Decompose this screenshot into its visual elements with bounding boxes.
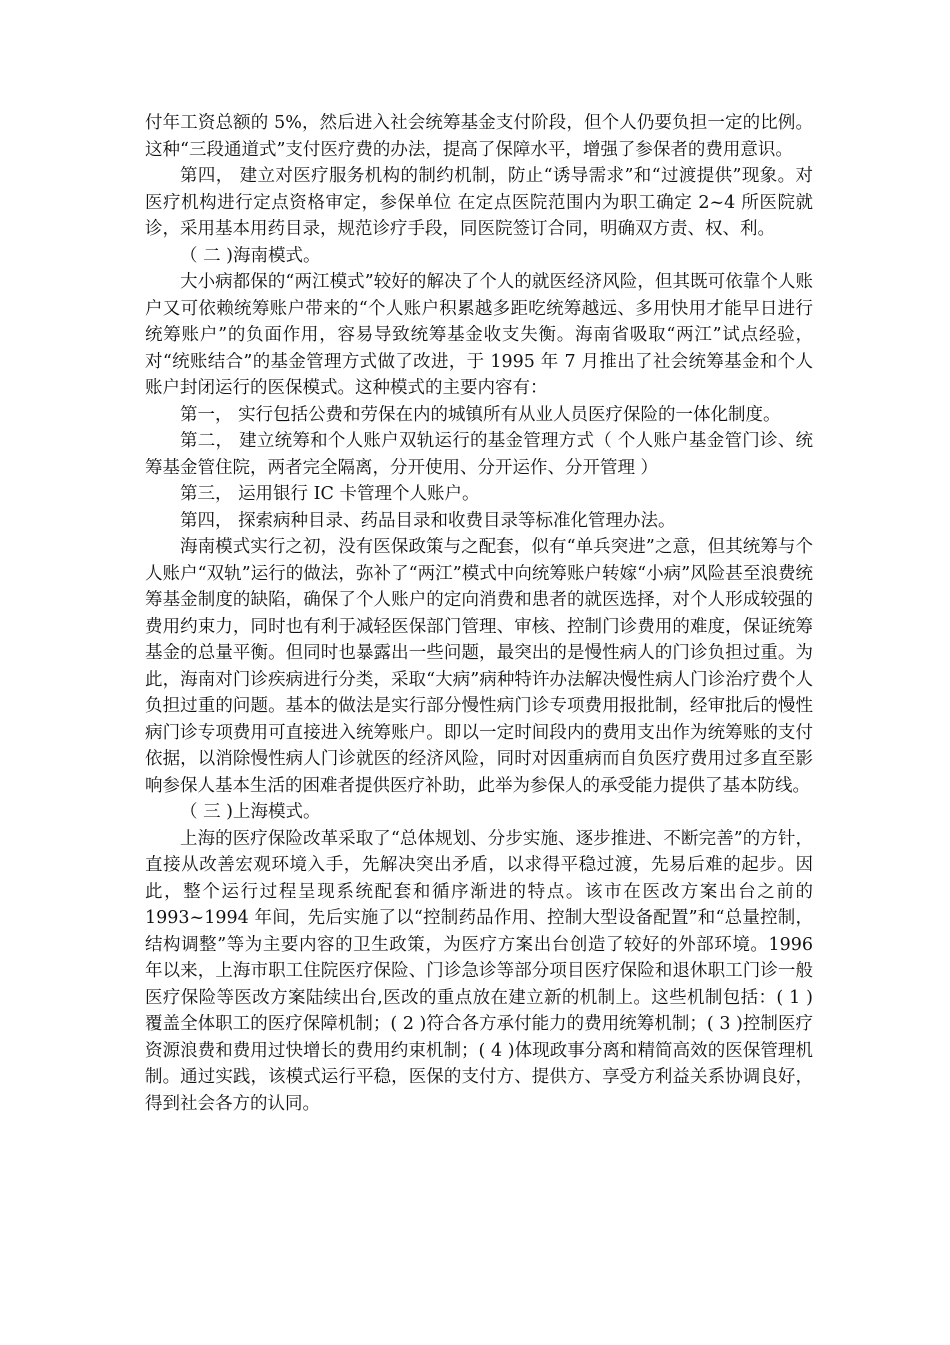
paragraph-point-four: 第四， 建立对医疗服务机构的制约机制，防止“诱导需求”和“过渡提供”现象。对医疗机构进行定点资格审定，参保单位 在定点医院范围内为职工确定 2~4 所医院就诊，采用基本用药目录，规范诊疗手段，同医院签订合同，明确双方责、权、利。 bbox=[145, 166, 813, 239]
section-heading-shanghai: （ 三 )上海模式。 bbox=[180, 802, 321, 822]
section-heading-hainan: （ 二 )海南模式。 bbox=[180, 245, 321, 266]
paragraph-hainan-point-two: 第二， 建立统筹和个人账户双轨运行的基金管理方式（ 个人账户基金管门诊、统筹基金管住院，两者完全隔离，分开使用、分开运作、分开管理 ） bbox=[145, 431, 813, 478]
paragraph-shanghai: 上海的医疗保险改革采取了“总体规划、分步实施、逐步推进、不断完善”的方针，直接从改善宏观环境入手，先解决突出矛盾，以求得平稳过渡，先易后难的起步。因此，整个运行过程呈现系统配套和循序渐进的特点。该市在医改方案出台之前的 1993~1994 年间，先后实施了以“控制药品作用、控制大型设备配置”和“总量控制，结构调整”等为主要内容的卫生政策，为医疗方案出台创造了较好的外部环境。1996 年以来，上海市职工住院医疗保险、门诊急诊等部分项目医疗保险和退休职工门诊一般医疗保险等医改方案陆续出台,医改的重点放在建立新的机制上。这些机制包括：( 1 )覆盖全体职工的医疗保障机制；( 2 )符合各方承付能力的费用统筹机制；( 3 )控制医疗资源浪费和费用过快增长的费用约束机制；( 4 )体现政事分离和精简高效的医保管理机制。通过实践，该模式运行平稳，医保的支付方、提供方、享受方利益关系协调良好，得到社会各方的认同。 bbox=[145, 828, 813, 1114]
paragraph-continuation: 付年工资总额的 5%，然后进入社会统筹基金支付阶段，但个人仍要负担一定的比例。这种“三段通道式”支付医疗费的办法，提高了保障水平，增强了参保者的费用意识。 bbox=[145, 113, 813, 160]
paragraph-hainan-point-three: 第三， 运用银行 IC 卡管理个人账户。 bbox=[180, 484, 480, 504]
paragraph-hainan-intro: 大小病都保的“两江模式”较好的解决了个人的就医经济风险，但其既可依靠个人账户又可依赖统筹账户带来的“个人账户积累越多距吃统筹越远、多用快用才能早日进行统筹账户”的负面作用，容易导致统筹基金收支失衡。海南省吸取“两江”试点经验，对“统账结合”的基金管理方式做了改进，于 1995 年 7 月推出了社会统筹基金和个人账户封闭运行的医保模式。这种模式的主要内容有： bbox=[145, 272, 813, 398]
paragraph-hainan-point-four: 第四， 探索病种目录、药品目录和收费目录等标准化管理办法。 bbox=[180, 510, 676, 531]
paragraph-hainan-evaluation: 海南模式实行之初，没有医保政策与之配套，似有“单兵突进”之意，但其统筹与个人账户“双轨”运行的做法，弥补了“两江”模式中向统筹账户转嫁“小病”风险甚至浪费统筹基金制度的缺陷，确保了个人账户的定向消费和患者的就医选择，对个人形成较强的费用约束力，同时也有利于减轻医保部门管理、审核、控制门诊费用的难度，保证统筹基金的总量平衡。但同时也暴露出一些问题，最突出的是慢性病人的门诊负担过重。为此，海南对门诊疾病进行分类，采取“大病”病种特许办法解决慢性病人门诊治疗费个人负担过重的问题。基本的做法是实行部分慢性病门诊专项费用报批制，经审批后的慢性病门诊专项费用可直接进入统筹账户。即以一定时间段内的费用支出作为统筹账的支付依据，以消除慢性病人门诊就医的经济风险，同时对因重病而自负医疗费用过多直至影响参保人基本生活的困难者提供医疗补助，此举为参保人的承受能力提供了基本防线。 bbox=[145, 537, 813, 796]
document-body bbox=[145, 110, 813, 1117]
paragraph-hainan-point-one: 第一， 实行包括公费和劳保在内的城镇所有从业人员医疗保险的一体化制度。 bbox=[180, 404, 781, 425]
